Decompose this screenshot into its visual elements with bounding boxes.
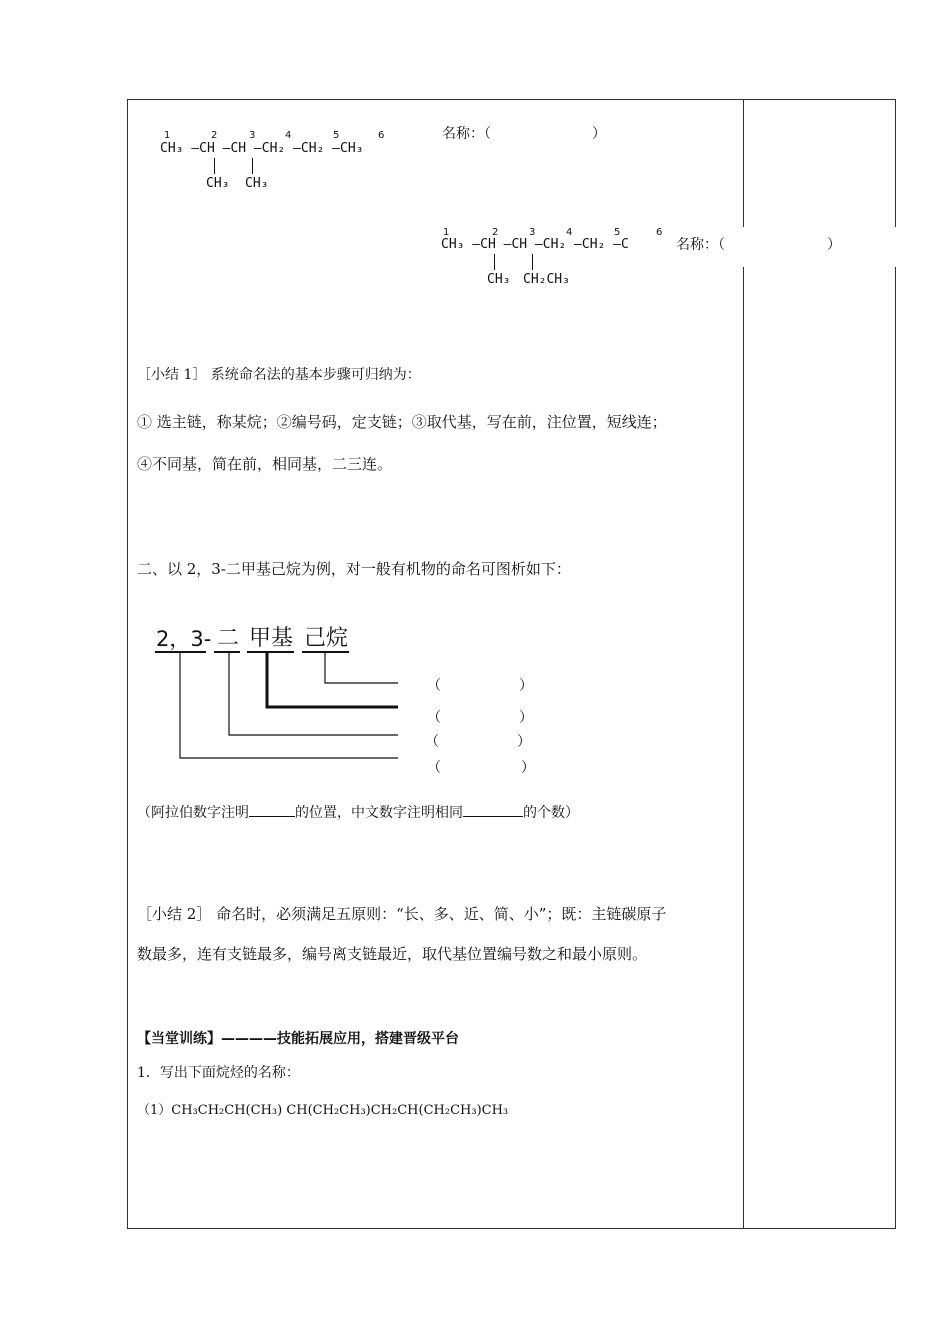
branch-methyl: CH₃: [487, 272, 511, 287]
note-part-b: 的位置，中文数字注明相同: [295, 805, 463, 821]
carbon-number: 2: [492, 227, 499, 238]
diagram-note: [137, 802, 579, 822]
blank-close: ）: [519, 710, 533, 726]
carbon-number: 6: [378, 130, 385, 141]
fill-blank[interactable]: [463, 802, 523, 817]
branch-ethyl: CH₂CH₃: [523, 272, 570, 287]
carbon-number: 2: [211, 130, 218, 141]
note-part-c: 的个数）: [523, 805, 579, 821]
summary1-title: ［小结 1］ 系统命名法的基本步骤可归纳为：: [137, 367, 421, 383]
blank-close: ）: [517, 734, 531, 750]
carbon-number: 1: [443, 227, 450, 238]
blank-close: ）: [519, 678, 533, 694]
note-part-a: （阿拉伯数字注明: [137, 805, 249, 821]
blank-open: （: [427, 678, 441, 694]
question-1: 1．写出下面烷烃的名称：: [137, 1065, 300, 1081]
fill-blank[interactable]: [249, 802, 295, 817]
practice-heading: 【当堂训练】————技能拓展应用，搭建晋级平台: [137, 1031, 459, 1047]
part-locants: 2，3-: [156, 627, 212, 651]
name-close: ）: [827, 237, 841, 253]
blank-open: （: [425, 734, 439, 750]
carbon-number: 3: [529, 227, 536, 238]
blank-open: （: [427, 710, 441, 726]
summary2-line2: 数最多，连有支链最多，编号离支链最近，取代基位置编号数之和最小原则。: [137, 945, 648, 963]
main-chain: CH₃ —CH —CH —CH₂ —CH₂ —CH₃: [160, 141, 364, 156]
carbon-number: 1: [164, 130, 171, 141]
summary2-line1: ［小结 2］ 命名时，必须满足五原则：“长、多、近、简、小”；既：主链碳原子: [137, 905, 667, 923]
carbon-number: 5: [614, 227, 621, 238]
carbon-number: 4: [566, 227, 573, 238]
carbon-number: 5: [333, 130, 340, 141]
carbon-number: 3: [249, 130, 256, 141]
branch-methyl: CH₃: [206, 176, 230, 191]
name-label: 名称：（: [676, 237, 725, 253]
carbon-number: 6: [656, 227, 663, 238]
blank-open: （: [427, 760, 441, 776]
part-parent: 己烷: [304, 626, 349, 651]
branch-methyl: CH₃: [245, 176, 269, 191]
carbon-number: 4: [285, 130, 292, 141]
name-close: ）: [592, 126, 606, 142]
section2-heading: 二、以 2，3-二甲基己烷为例，对一般有机物的命名可图析如下：: [137, 560, 571, 578]
question-1-item: （1）CH₃CH₂CH(CH₃) CH(CH₂CH₃)CH₂CH(CH₂CH₃)CH₃: [137, 1103, 509, 1118]
part-count: 二: [217, 626, 240, 651]
main-chain: CH₃ —CH —CH —CH₂ —CH₂ —C: [441, 237, 629, 252]
summary1-line2: ④不同基，简在前，相同基，二三连。: [137, 455, 393, 473]
blank-close: ）: [521, 760, 535, 776]
summary1-line1: ① 选主链，称某烷；②编号码，定支链；③取代基，写在前，注位置，短线连；: [137, 413, 667, 431]
part-group: 甲基: [249, 626, 294, 651]
name-label: 名称：（: [442, 126, 491, 142]
